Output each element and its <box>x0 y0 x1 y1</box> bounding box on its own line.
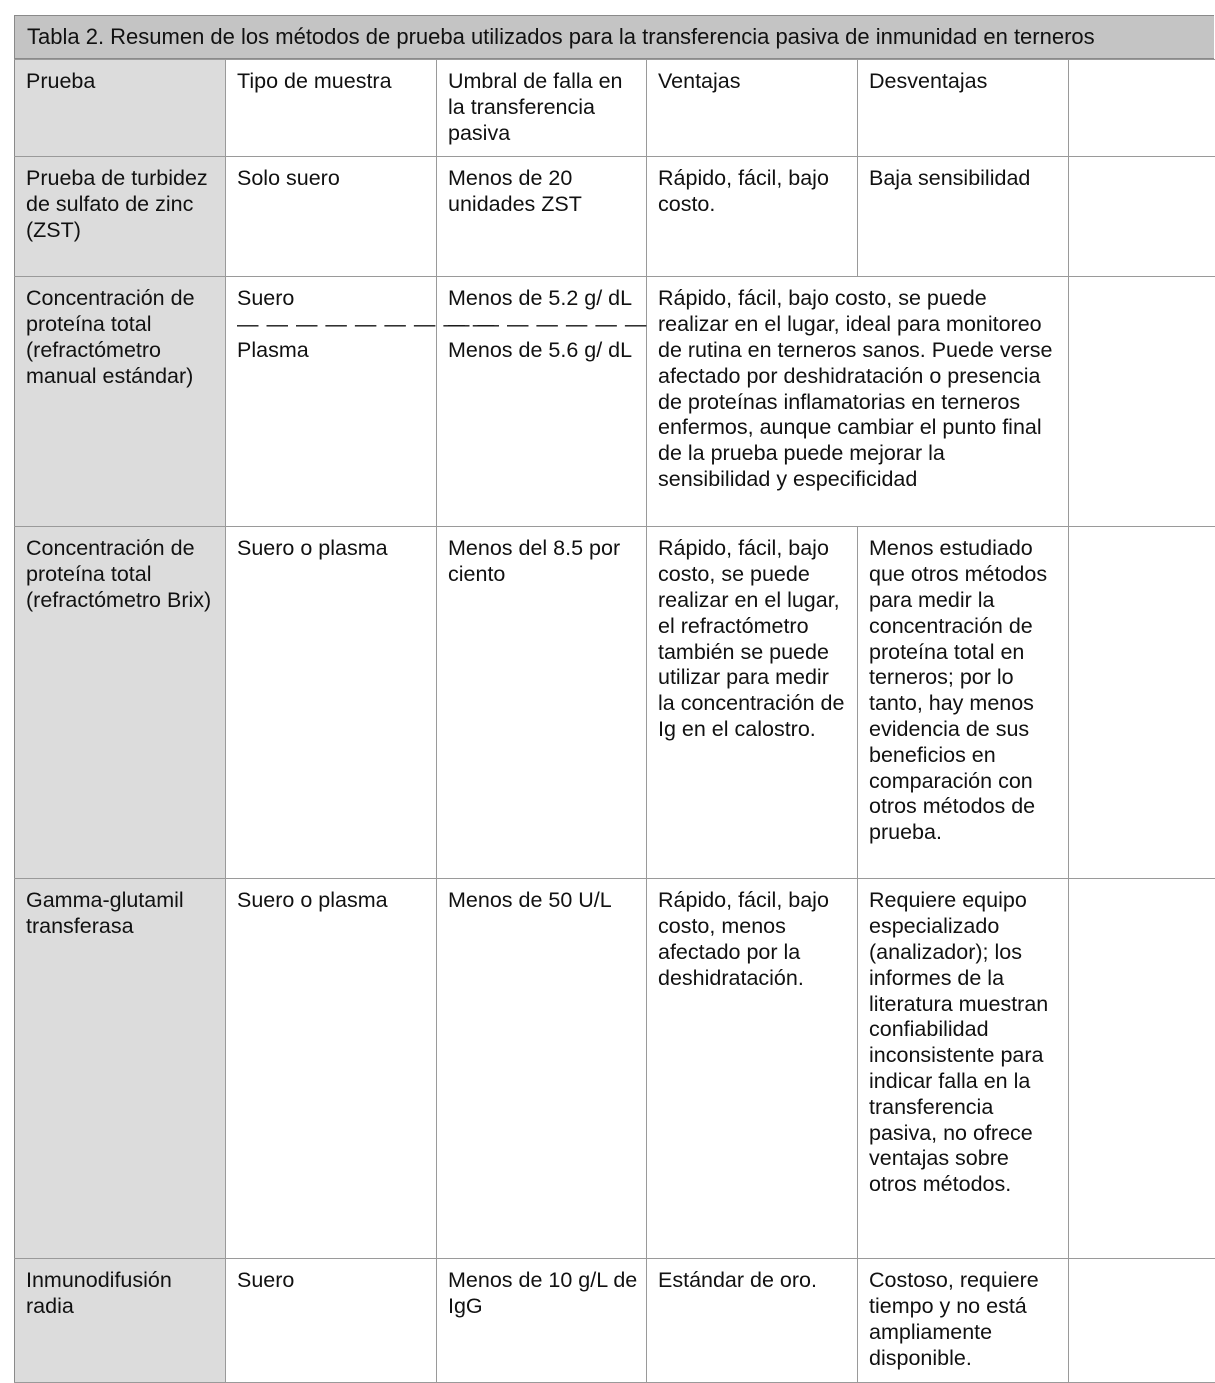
cell-desventajas: Requiere equipo especializado (analizador); los informes de la literatura muestran confiabilidad inconsistente para indicar falla en la transferencia pasiva, no ofrece ventajas sobre otros métodos. <box>858 879 1069 1259</box>
header-empty <box>1069 60 1215 157</box>
cell-muestra <box>226 277 496 527</box>
cell-prueba: Concentración de proteína total (refractómetro Brix) <box>15 527 226 879</box>
cell-empty <box>1069 527 1215 879</box>
cell-ventajas: Rápido, fácil, bajo costo, se puede realizar en el lugar, el refractómetro también se puede utilizar para medir la concentración de Ig en el calostro. <box>647 527 858 879</box>
cell-muestra: Suero o plasma <box>226 879 437 1259</box>
cell-ventajas: Rápido, fácil, bajo costo, menos afectado por la deshidratación. <box>647 879 858 1259</box>
cell-ventajas-desventajas: Rápido, fácil, bajo costo, se puede realizar en el lugar, ideal para monitoreo de rutina en terneros sanos. Puede verse afectado por deshidratación o presencia de proteínas inflamatorias en terneros enfermos, aunque cambiar el punto final de la prueba puede mejorar la sensibilidad y especificidad <box>647 277 1069 527</box>
methods-table <box>14 59 1215 1383</box>
cell-prueba: Gamma-glutamil transferasa <box>15 879 226 1259</box>
table-row <box>15 879 1215 1259</box>
header-desventajas: Desventajas <box>858 60 1069 157</box>
cell-umbral <box>437 277 647 527</box>
cell-prueba: Concentración de proteína total (refractómetro manual estándar) <box>15 277 226 527</box>
header-tipo-muestra: Tipo de muestra <box>226 60 437 157</box>
header-prueba: Prueba <box>15 60 226 157</box>
cell-muestra: Suero o plasma <box>226 527 437 879</box>
cell-empty <box>1069 157 1215 277</box>
header-ventajas: Ventajas <box>647 60 858 157</box>
muestra-plasma: Plasma <box>237 337 309 362</box>
cell-umbral: Menos de 20 unidades ZST <box>437 157 647 277</box>
cell-umbral: Menos de 10 g/L de IgG <box>437 1259 647 1382</box>
cell-empty <box>1069 1259 1215 1382</box>
cell-muestra: Solo suero <box>226 157 437 277</box>
header-row <box>15 60 1215 157</box>
cell-umbral: Menos del 8.5 por ciento <box>437 527 647 879</box>
cell-muestra: Suero <box>226 1259 437 1382</box>
table-row <box>15 157 1215 277</box>
table-row <box>15 527 1215 879</box>
cell-umbral: Menos de 50 U/L <box>437 879 647 1259</box>
table-row <box>15 1259 1215 1382</box>
muestra-suero: Suero <box>237 286 295 311</box>
cell-prueba: Inmunodifusión radia <box>15 1259 226 1382</box>
separator-dashes: — — — — — — — — — <box>237 312 496 337</box>
header-umbral: Umbral de falla en la transferencia pasiva <box>437 60 647 157</box>
cell-ventajas: Rápido, fácil, bajo costo. <box>647 157 858 277</box>
cell-desventajas: Baja sensibilidad <box>858 157 1069 277</box>
cell-ventajas: Estándar de oro. <box>647 1259 858 1382</box>
cell-prueba: Prueba de turbidez de sulfato de zinc (ZST) <box>15 157 226 277</box>
table-title: Tabla 2. Resumen de los métodos de prueba utilizados para la transferencia pasiva de inmunidad en terneros <box>14 15 1214 59</box>
table-row <box>15 277 1215 527</box>
umbral-suero: Menos de 5.2 g/ dL <box>448 286 633 311</box>
cell-empty <box>1069 879 1215 1259</box>
cell-empty <box>1069 277 1215 527</box>
cell-desventajas: Menos estudiado que otros métodos para medir la concentración de proteína total en terneros; por lo tanto, hay menos evidencia de sus beneficios en comparación con otros métodos de prueba. <box>858 527 1069 879</box>
cell-desventajas: Costoso, requiere tiempo y no está ampliamente disponible. <box>858 1259 1069 1382</box>
separator-dashes: — — — — — — — <box>448 312 648 337</box>
umbral-plasma: Menos de 5.6 g/ dL <box>448 337 633 362</box>
